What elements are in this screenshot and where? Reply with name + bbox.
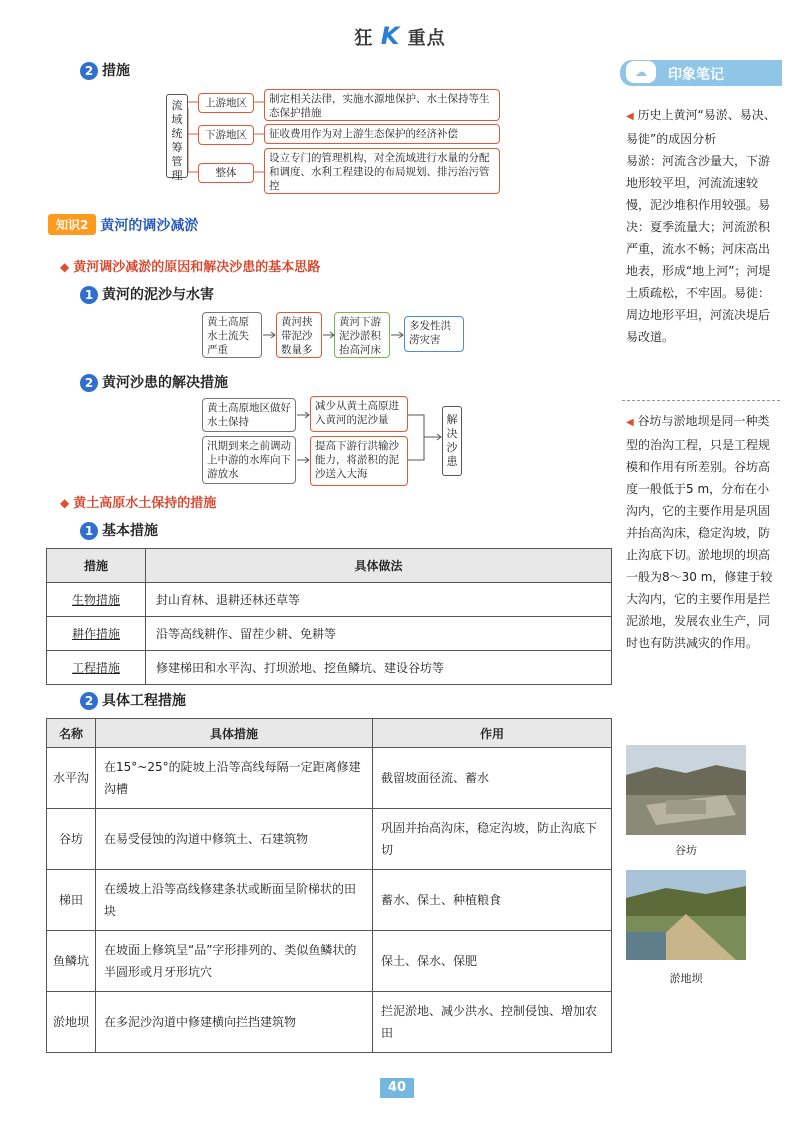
sidebar-note-1-body: 易淤：河流含沙量大，下游地形较平坦，河流流速较慢，泥沙堆积作用较强。易决：夏季流量大；河流淤积严重，流水不畅；河床高出地表，形成“地上河”；河堤土质疏松，不牢固。易徙：周边地形平坦，河流决堤后易改道。 bbox=[626, 154, 771, 344]
yudiba-photo bbox=[626, 870, 746, 960]
table-row bbox=[47, 651, 612, 685]
table-cell: 在缓坡上沿等高线修建条状或断面呈阶梯状的田块 bbox=[96, 870, 373, 931]
table-cell: 保土、保水、保肥 bbox=[373, 931, 612, 992]
table-cell: 水平沟 bbox=[47, 748, 96, 809]
table-header: 名称 bbox=[47, 719, 96, 748]
measures-downstream-text: 征收费用作为对上游生态保护的经济补偿 bbox=[264, 124, 500, 144]
yudiba-caption: 淤地坝 bbox=[669, 972, 703, 985]
sidebar-note-1 bbox=[626, 104, 780, 348]
table-row bbox=[47, 617, 612, 651]
table-row bbox=[47, 809, 612, 870]
chain-step-1: 黄土高原水土流失严重 bbox=[202, 312, 262, 358]
table-row bbox=[47, 870, 612, 931]
measures-heading-text: 措施 bbox=[102, 63, 130, 79]
table-cell: 淤地坝 bbox=[47, 992, 96, 1053]
elephant-icon: ☁ bbox=[626, 61, 656, 83]
basic-title: 基本措施 bbox=[102, 523, 158, 539]
table-cell: 拦泥淤地、减少洪水、控制侵蚀、增加农田 bbox=[373, 992, 612, 1053]
sub2-number: 2 bbox=[80, 374, 98, 392]
table-cell: 巩固并抬高沟床，稳定沟坡，防止沟底下切 bbox=[373, 809, 612, 870]
engineering-number: 2 bbox=[80, 692, 98, 710]
section2-heading bbox=[60, 492, 216, 511]
sub1-number: 1 bbox=[80, 286, 98, 304]
table-header-row bbox=[47, 719, 612, 748]
solution-mid-2: 提高下游行洪输沙能力，将淤积的泥沙送入大海 bbox=[310, 436, 408, 486]
header-k-logo: K bbox=[380, 22, 401, 50]
table-cell: 在易受侵蚀的沟道中修筑土、石建筑物 bbox=[96, 809, 373, 870]
sidebar-note-1-title: 历史上黄河“易淤、易决、易徙”的成因分析 bbox=[626, 108, 776, 146]
header-text-right: 重点 bbox=[407, 28, 446, 49]
engineering-heading bbox=[80, 690, 186, 710]
measures-center-box: 流域统筹管理 bbox=[166, 94, 188, 178]
chain-step-4: 多发性洪涝灾害 bbox=[404, 316, 464, 352]
table-cell: 工程措施 bbox=[47, 651, 146, 685]
leaf-icon: ◆ bbox=[60, 260, 70, 274]
sidebar-note-2 bbox=[626, 410, 780, 654]
solution-result: 解决沙患 bbox=[442, 406, 462, 476]
sub2-title: 黄河沙患的解决措施 bbox=[102, 375, 228, 391]
engineering-measures-table bbox=[46, 718, 612, 1053]
measures-number: 2 bbox=[80, 62, 98, 80]
gufang-photo bbox=[626, 745, 746, 835]
page-number: 40 bbox=[380, 1078, 414, 1098]
solution-left-2: 汛期到来之前调动上中游的水库向下游放水 bbox=[202, 436, 296, 484]
table-row bbox=[47, 748, 612, 809]
table-cell: 在多泥沙沟道中修建横向拦挡建筑物 bbox=[96, 992, 373, 1053]
basic-number: 1 bbox=[80, 522, 98, 540]
table-row bbox=[47, 583, 612, 617]
table-row bbox=[47, 992, 612, 1053]
section1-heading bbox=[60, 256, 320, 275]
measures-heading bbox=[80, 60, 130, 80]
table-header: 作用 bbox=[373, 719, 612, 748]
basic-heading bbox=[80, 520, 158, 540]
measures-whole-text: 设立专门的管理机构，对全流域进行水量的分配和调度、水利工程建设的布局规划、排污治污管控 bbox=[264, 148, 500, 194]
table-header: 措施 bbox=[47, 549, 146, 583]
table-cell: 在15°~25°的陡坡上沿等高线每隔一定距离修建沟槽 bbox=[96, 748, 373, 809]
sidebar-banner-text: 印象笔记 bbox=[668, 67, 724, 83]
sub1-heading bbox=[80, 284, 214, 304]
table-cell: 沿等高线耕作、留茬少耕、免耕等 bbox=[146, 617, 612, 651]
gufang-caption: 谷坊 bbox=[675, 844, 697, 857]
knowledge-header bbox=[48, 214, 198, 236]
knowledge-badge: 知识2 bbox=[48, 214, 96, 235]
sub1-title: 黄河的泥沙与水害 bbox=[102, 287, 214, 303]
table-cell: 生物措施 bbox=[47, 583, 146, 617]
sub2-heading bbox=[80, 372, 228, 392]
table-cell: 封山育林、退耕还林还草等 bbox=[146, 583, 612, 617]
engineering-title: 具体工程措施 bbox=[102, 693, 186, 709]
table-cell: 蓄水、保土、种植粮食 bbox=[373, 870, 612, 931]
solution-mid-1: 减少从黄土高原进入黄河的泥沙量 bbox=[310, 396, 408, 432]
section1-title: 黄河调沙减淤的原因和解决沙患的基本思路 bbox=[73, 260, 321, 275]
table-cell: 梯田 bbox=[47, 870, 96, 931]
measures-downstream-label: 下游地区 bbox=[198, 125, 254, 145]
table-cell: 在坡面上修筑呈“品”字形排列的、类似鱼鳞状的半圆形或月牙形坑穴 bbox=[96, 931, 373, 992]
triangle-icon: ◀ bbox=[626, 111, 634, 122]
table-cell: 截留坡面径流、蓄水 bbox=[373, 748, 612, 809]
sidebar-note-2-text: 谷坊与淤地坝是同一种类型的治沟工程，只是工程规模和作用有所差别。谷坊高度一般低于5 m，分布在小沟内，它的主要作用是巩固并抬高沟床，稳定沟坡，防止沟底下切。淤地坝的坝高一般为8～30 m，修建于较大沟内，它的主要作用是拦泥淤地，发展农业生产，同时也有防洪减灾的作用。 bbox=[626, 414, 773, 650]
table-cell: 耕作措施 bbox=[47, 617, 146, 651]
table-header-row bbox=[47, 549, 612, 583]
table-row bbox=[47, 931, 612, 992]
page-header bbox=[0, 22, 800, 50]
leaf-icon: ◆ bbox=[60, 496, 70, 510]
header-text-left: 狂 bbox=[354, 28, 374, 49]
table-header: 具体做法 bbox=[146, 549, 612, 583]
table-cell: 修建梯田和水平沟、打坝淤地、挖鱼鳞坑、建设谷坊等 bbox=[146, 651, 612, 685]
basic-measures-table bbox=[46, 548, 612, 685]
solution-left-1: 黄土高原地区做好水土保持 bbox=[202, 398, 296, 432]
measures-upstream-text: 制定相关法律，实施水源地保护、水土保持等生态保护措施 bbox=[264, 89, 500, 121]
sidebar-divider bbox=[622, 400, 780, 401]
table-cell: 谷坊 bbox=[47, 809, 96, 870]
chain-step-3: 黄河下游泥沙淤积抬高河床 bbox=[334, 312, 390, 358]
chain-arrows bbox=[262, 328, 412, 342]
knowledge-title: 黄河的调沙减淤 bbox=[100, 217, 199, 234]
section2-title: 黄土高原水土保持的措施 bbox=[73, 496, 217, 511]
solution-connectors bbox=[296, 404, 446, 484]
measures-upstream-label: 上游地区 bbox=[198, 93, 254, 113]
table-header: 具体措施 bbox=[96, 719, 373, 748]
table-cell: 鱼鳞坑 bbox=[47, 931, 96, 992]
measures-whole-label: 整体 bbox=[198, 163, 254, 183]
triangle-icon: ◀ bbox=[626, 417, 634, 428]
chain-step-2: 黄河挟带泥沙数量多 bbox=[276, 312, 322, 358]
